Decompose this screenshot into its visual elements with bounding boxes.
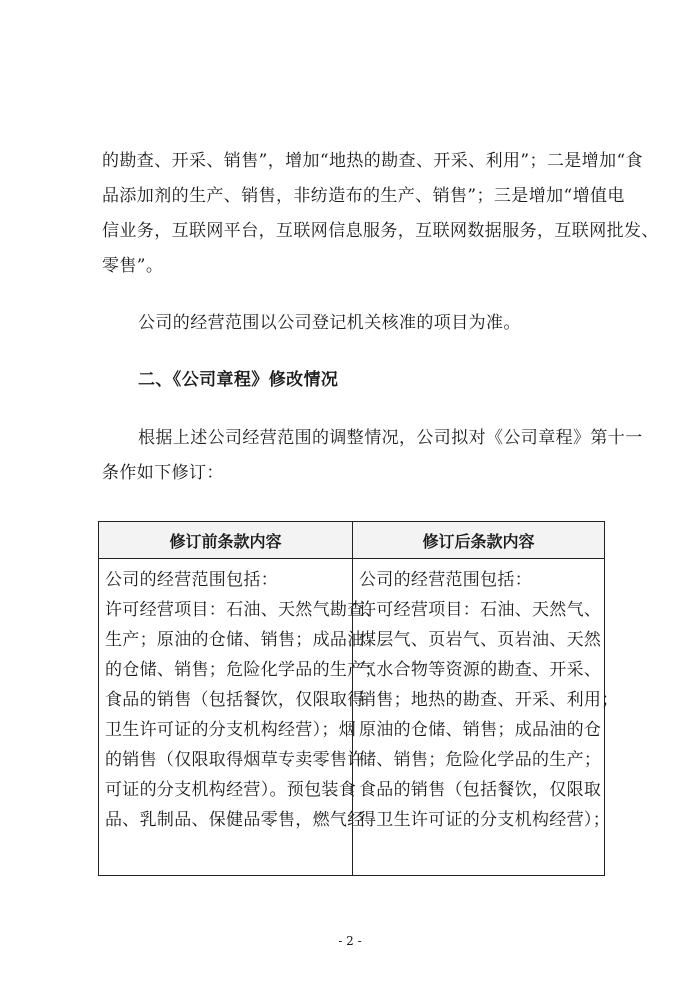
cell-line: 食品的销售（包括餐饮，仅限取 <box>359 780 602 800</box>
cell-line: 得卫生许可证的分支机构经营）； <box>359 810 610 830</box>
header-before: 修订前条款内容 <box>99 522 353 559</box>
intro-text-line: 条作如下修订： <box>102 463 224 483</box>
cell-line: 的销售（仅限取得烟草专卖零售许 <box>105 750 365 770</box>
cell-line: 煤层气、页岩气、页岩油、天然 <box>359 630 602 650</box>
cell-line: 的仓储、销售；危险化学品的生产； <box>105 660 382 680</box>
revision-table <box>98 521 619 876</box>
before-cell <box>99 559 382 876</box>
cell-line: 食品的销售（包括餐饮，仅限取得 <box>105 690 365 710</box>
cell-line: 许可经营项目：石油、天然气、 <box>359 600 602 620</box>
cell-line: 生产；原油的仓储、销售；成品油 <box>105 630 365 650</box>
body-text-line: 的勘查、开采、销售”，增加“地热的勘查、开采、利用”；二是增加“食 <box>102 151 643 171</box>
section-heading: 二、《公司章程》修改情况 <box>138 370 339 390</box>
body-text-line: 品添加剂的生产、销售，非纺造布的生产、销售”；三是增加“增值电 <box>102 186 625 206</box>
page-number: - 2 - <box>338 934 362 948</box>
cell-line: 可证的分支机构经营）。预包装食 <box>105 780 356 800</box>
cell-line: 储、销售；危险化学品的生产； <box>359 750 602 770</box>
cell-line: 品、乳制品、保健品零售，燃气经 <box>105 810 365 830</box>
cell-line: 气水合物等资源的勘查、开采、 <box>359 660 602 680</box>
body-text-line: 信业务，互联网平台，互联网信息服务，互联网数据服务，互联网批发、 <box>102 221 659 241</box>
header-after: 修订后条款内容 <box>353 522 605 559</box>
intro-text-line: 根据上述公司经营范围的调整情况，公司拟对《公司章程》第十一 <box>138 428 643 448</box>
scope-statement: 公司的经营范围以公司登记机关核准的项目为准。 <box>138 313 521 333</box>
after-cell <box>353 559 619 876</box>
cell-line: 公司的经营范围包括： <box>359 570 532 590</box>
cell-line: 许可经营项目：石油、天然气勘查、 <box>105 600 382 620</box>
cell-line: 卫生许可证的分支机构经营）；烟 <box>105 720 356 740</box>
body-text-line: 零售”。 <box>102 256 164 276</box>
cell-line: 公司的经营范围包括： <box>105 570 278 590</box>
cell-line: 销售；地热的勘查、开采、利用； <box>359 690 619 710</box>
table-row <box>99 559 605 876</box>
cell-line: 原油的仓储、销售；成品油的仓 <box>359 720 602 740</box>
table-header-row <box>99 522 605 559</box>
